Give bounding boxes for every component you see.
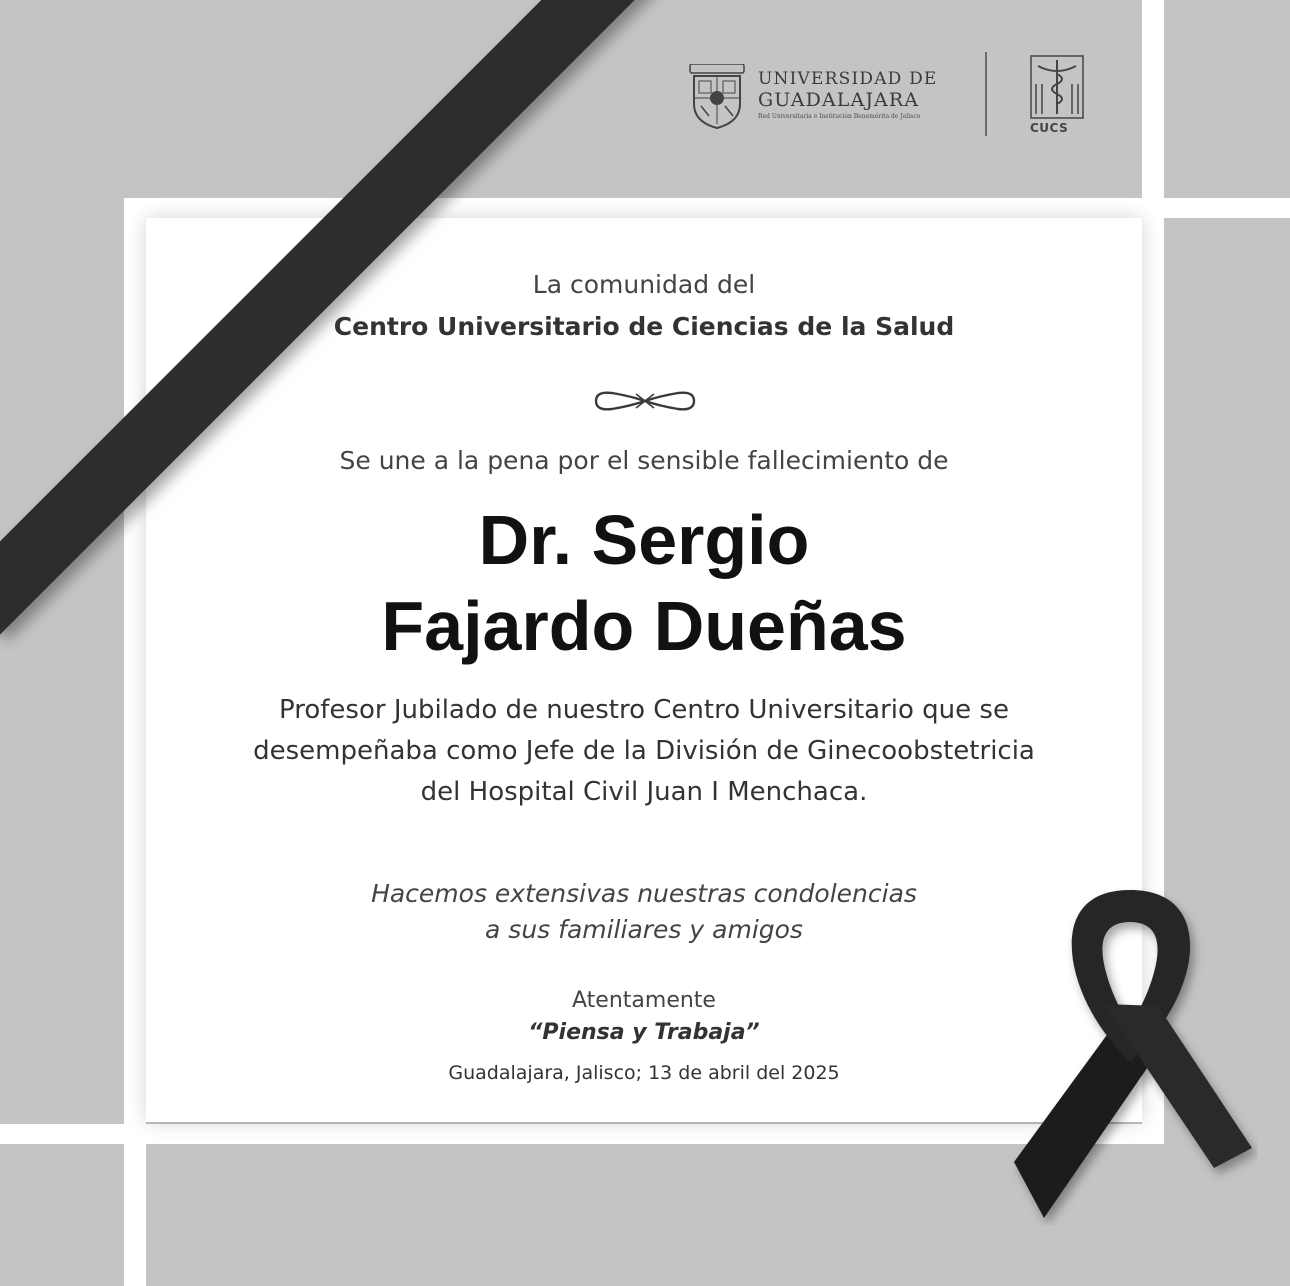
udg-seal-icon bbox=[688, 64, 746, 130]
mourning-ribbon-icon bbox=[1008, 886, 1258, 1226]
condolence-intro: Se une a la pena por el sensible fallecimiento de bbox=[339, 446, 949, 475]
frame-line-top bbox=[124, 198, 1290, 218]
university-name-line1: UNIVERSIDAD DE bbox=[758, 69, 938, 89]
university-name-line2: GUADALAJARA bbox=[758, 89, 920, 111]
deceased-name-line1: Dr. Sergio bbox=[478, 501, 810, 579]
deceased-description bbox=[146, 690, 1142, 813]
intro-line: La comunidad del bbox=[532, 270, 756, 299]
description-line: desempeñaba como Jefe de la División de Ginecoobstetricia bbox=[253, 736, 1035, 766]
description-line: Profesor Jubilado de nuestro Centro Universitario que se bbox=[279, 695, 1009, 725]
header-logos bbox=[688, 52, 1088, 142]
notice-card bbox=[146, 218, 1142, 1122]
frame-line-left bbox=[124, 198, 146, 1286]
frame-line-bottom bbox=[0, 1124, 1162, 1144]
place-and-date: Guadalajara, Jalisco; 13 de abril del 2025 bbox=[448, 1062, 840, 1084]
closing-word: Atentamente bbox=[572, 988, 716, 1013]
description-line: del Hospital Civil Juan I Menchaca. bbox=[420, 777, 868, 807]
university-motto: “Piensa y Trabaja” bbox=[528, 1020, 760, 1045]
condolences-line: Hacemos extensivas nuestras condolencias bbox=[371, 879, 917, 908]
infinity-flourish-icon bbox=[592, 386, 698, 416]
deceased-name-line2: Fajardo Dueñas bbox=[381, 587, 907, 665]
condolences-message bbox=[146, 876, 1142, 948]
cucs-logo-text: CUCS bbox=[1030, 121, 1069, 135]
logo-divider bbox=[985, 52, 987, 136]
university-subline: Red Universitaria e Institución Benemérita de Jalisco bbox=[758, 113, 921, 120]
condolences-line: a sus familiares y amigos bbox=[485, 915, 803, 944]
center-name: Centro Universitario de Ciencias de la Salud bbox=[333, 312, 955, 341]
